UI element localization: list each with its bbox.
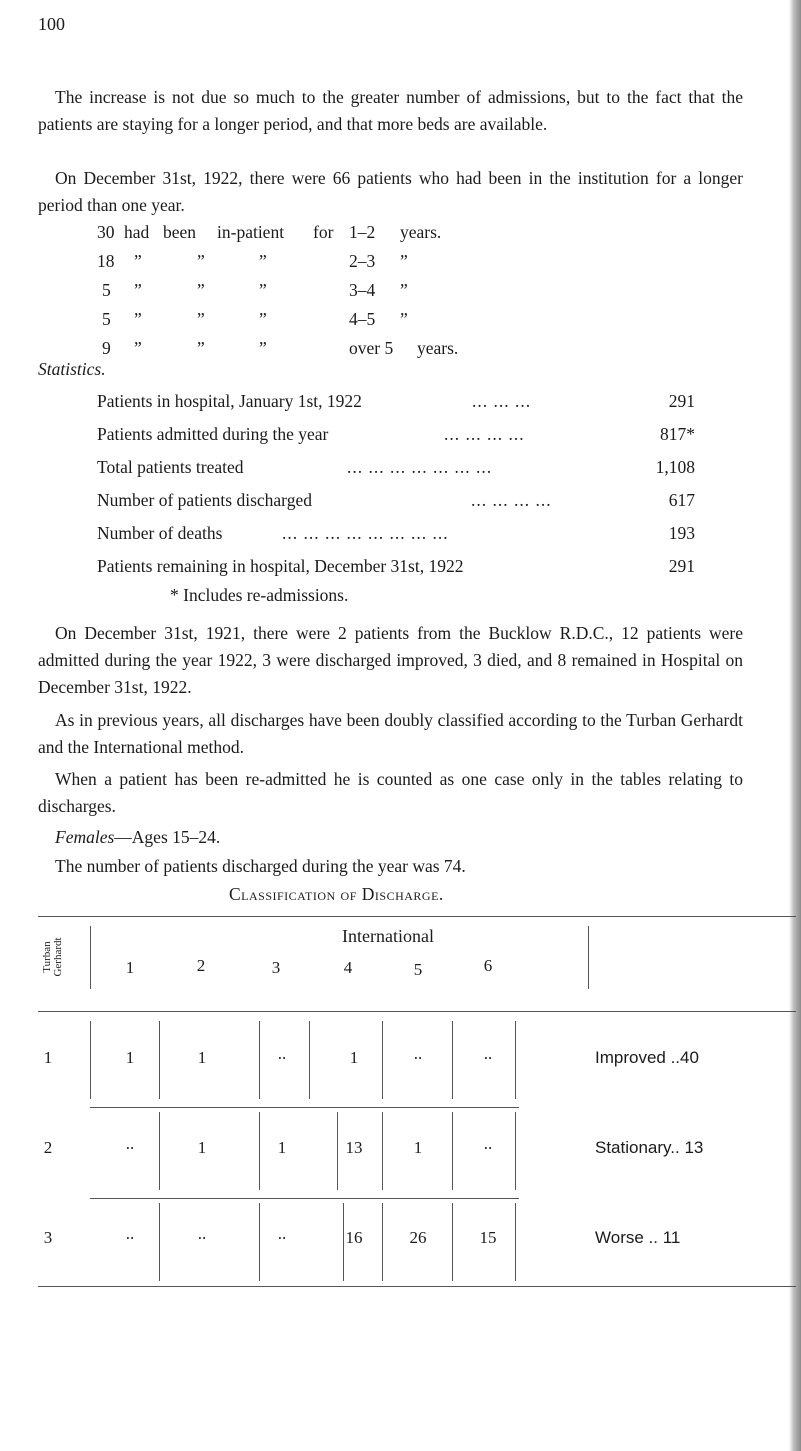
table-divider	[588, 926, 589, 989]
table-cell: 1	[125, 1048, 135, 1067]
table-divider	[159, 1021, 160, 1099]
intl-col-header: 1	[125, 958, 135, 977]
table-divider	[515, 1203, 516, 1281]
table-cell: ..	[413, 1044, 423, 1063]
stay-unit: years.	[417, 338, 459, 358]
footnote: * Includes re-admissions.	[170, 585, 349, 605]
table-rule	[38, 916, 796, 917]
stay-count: 30	[97, 222, 115, 242]
tg-header-text	[42, 937, 64, 976]
statistics-value: 1,108	[655, 457, 695, 477]
table-divider	[159, 1203, 160, 1281]
statistics-row	[97, 391, 695, 417]
international-header: International	[342, 926, 434, 946]
ditto-mark: ”	[259, 280, 267, 300]
table-cell: ..	[277, 1044, 287, 1063]
females-label: Females	[55, 827, 115, 847]
table-divider	[259, 1021, 260, 1099]
stay-count: 18	[97, 251, 115, 271]
statistics-value: 817*	[660, 424, 695, 444]
tg-class: 3	[43, 1228, 53, 1247]
stay-count: 5	[102, 280, 111, 300]
females-ages: —Ages 15–24.	[114, 827, 221, 847]
table-divider	[259, 1112, 260, 1190]
leader-dots: ... ... ... ... ... ... ...	[347, 457, 493, 477]
paragraph-classification: As in previous years, all discharges have been doubly classified according to the Turban Gerhardt and the International method.	[38, 710, 743, 757]
stay-word: had	[124, 222, 150, 242]
turban-gerhardt-header	[38, 928, 68, 986]
ditto-mark: ”	[400, 251, 408, 271]
table-cell: 1	[277, 1138, 287, 1157]
tg-header-line: Turban	[41, 941, 53, 973]
table-divider	[159, 1112, 160, 1190]
stay-word: been	[163, 222, 197, 242]
statistics-row	[97, 457, 695, 483]
stay-count: 5	[102, 309, 111, 329]
table-cell: ..	[197, 1224, 207, 1243]
stay-count: 9	[102, 338, 111, 358]
ditto-mark: ”	[197, 280, 205, 300]
table-rule	[90, 1107, 519, 1108]
outcome-label: Worse .. 11	[595, 1228, 681, 1247]
statistics-row	[97, 556, 695, 582]
ditto-mark: ”	[400, 280, 408, 300]
ditto-mark: ”	[134, 338, 142, 358]
table-cell: ..	[277, 1224, 287, 1243]
table-divider	[259, 1203, 260, 1281]
statistics-value: 291	[668, 556, 695, 576]
paragraph-discharged-count: The number of patients discharged during the year was 74.	[55, 856, 466, 876]
table-divider	[452, 1203, 453, 1281]
table-cell: 1	[197, 1048, 207, 1067]
table-cell: 1	[413, 1138, 423, 1157]
leader-dots: ... ... ... ...	[471, 490, 552, 510]
table-divider	[452, 1021, 453, 1099]
statistics-row	[97, 523, 695, 549]
statistics-label: Patients remaining in hospital, December 31st, 1922	[97, 556, 464, 576]
outcome-label: Stationary.. 13	[595, 1138, 704, 1157]
table-divider	[382, 1021, 383, 1099]
table-divider	[515, 1112, 516, 1190]
stay-period: 1–2	[349, 222, 376, 242]
paragraph-bucklow: On December 31st, 1921, there were 2 patients from the Bucklow R.D.C., 12 patients were admitted during the year 1922, 3 were discharged improved, 3 died, and 8 remained in Hospital on December 31st, 1922.	[38, 623, 743, 697]
statistics-label: Number of patients discharged	[97, 490, 312, 510]
statistics-label: Number of deaths	[97, 523, 223, 543]
statistics-row	[97, 490, 695, 516]
table-divider	[382, 1203, 383, 1281]
paragraph-readmission: When a patient has been re-admitted he is counted as one case only in the tables relating to discharges.	[38, 769, 743, 816]
leader-dots: ... ... ... ... ... ... ... ...	[282, 523, 449, 543]
ditto-mark: ”	[134, 251, 142, 271]
tg-class: 1	[43, 1048, 53, 1067]
ditto-mark: ”	[400, 309, 408, 329]
page-number: 100	[38, 14, 65, 34]
table-cell: 16	[345, 1228, 363, 1247]
tg-class: 2	[43, 1138, 53, 1157]
table-cell: ..	[125, 1134, 135, 1153]
intl-col-header: 5	[413, 960, 423, 979]
table-cell: ..	[483, 1134, 493, 1153]
intl-col-header: 3	[271, 958, 281, 977]
stay-unit: years.	[400, 222, 442, 242]
table-cell: 1	[197, 1138, 207, 1157]
discharge-table	[38, 916, 798, 1247]
table-cell: 15	[479, 1228, 497, 1247]
females-line	[38, 824, 743, 851]
table-divider	[452, 1112, 453, 1190]
table-rule	[90, 1198, 519, 1199]
leader-dots: ... ... ... ...	[444, 424, 525, 444]
table-divider	[382, 1112, 383, 1190]
stay-period: 4–5	[349, 309, 376, 329]
intl-col-header: 2	[196, 956, 206, 975]
ditto-mark: ”	[197, 338, 205, 358]
outcome-label: Improved ..40	[595, 1048, 699, 1067]
statistics-value: 291	[668, 391, 695, 411]
statistics-label: Total patients treated	[97, 457, 244, 477]
statistics-label: Patients admitted during the year	[97, 424, 329, 444]
leader-dots: ... ... ...	[472, 391, 532, 411]
ditto-mark: ”	[259, 309, 267, 329]
table-divider	[90, 1021, 91, 1099]
stay-word: for	[313, 222, 334, 242]
statistics-row	[97, 424, 695, 450]
statistics-label: Patients in hospital, January 1st, 1922	[97, 391, 362, 411]
stay-period: 3–4	[349, 280, 376, 300]
ditto-mark: ”	[259, 338, 267, 358]
table-rule	[38, 1286, 796, 1287]
paragraph-increase: The increase is not due so much to the greater number of admissions, but to the fact that the patients are staying for a longer period, and that more beds are available.	[38, 87, 743, 134]
table-divider	[90, 926, 91, 989]
table-divider	[515, 1021, 516, 1099]
table-cell: ..	[483, 1044, 493, 1063]
table-title: Classification of Discharge.	[229, 884, 444, 904]
statistics-heading: Statistics.	[38, 359, 106, 379]
stay-word: in-patient	[217, 222, 285, 242]
intl-col-header: 4	[343, 958, 353, 977]
table-divider	[309, 1021, 310, 1099]
ditto-mark: ”	[197, 251, 205, 271]
table-cell: 26	[409, 1228, 427, 1247]
table-cell: 13	[345, 1138, 363, 1157]
intl-col-header: 6	[483, 956, 493, 975]
stay-period: over 5	[349, 338, 394, 358]
ditto-mark: ”	[134, 280, 142, 300]
table-cell: ..	[125, 1224, 135, 1243]
statistics-value: 193	[668, 523, 695, 543]
paragraph-long-stay: On December 31st, 1922, there were 66 patients who had been in the institution for a longer period than one year.	[38, 168, 743, 215]
table-rule	[38, 1011, 796, 1012]
statistics-value: 617	[668, 490, 695, 510]
ditto-mark: ”	[259, 251, 267, 271]
stay-period: 2–3	[349, 251, 376, 271]
ditto-mark: ”	[134, 309, 142, 329]
table-cell: 1	[349, 1048, 359, 1067]
ditto-mark: ”	[197, 309, 205, 329]
tg-header-line: Gerhardt	[52, 937, 64, 977]
